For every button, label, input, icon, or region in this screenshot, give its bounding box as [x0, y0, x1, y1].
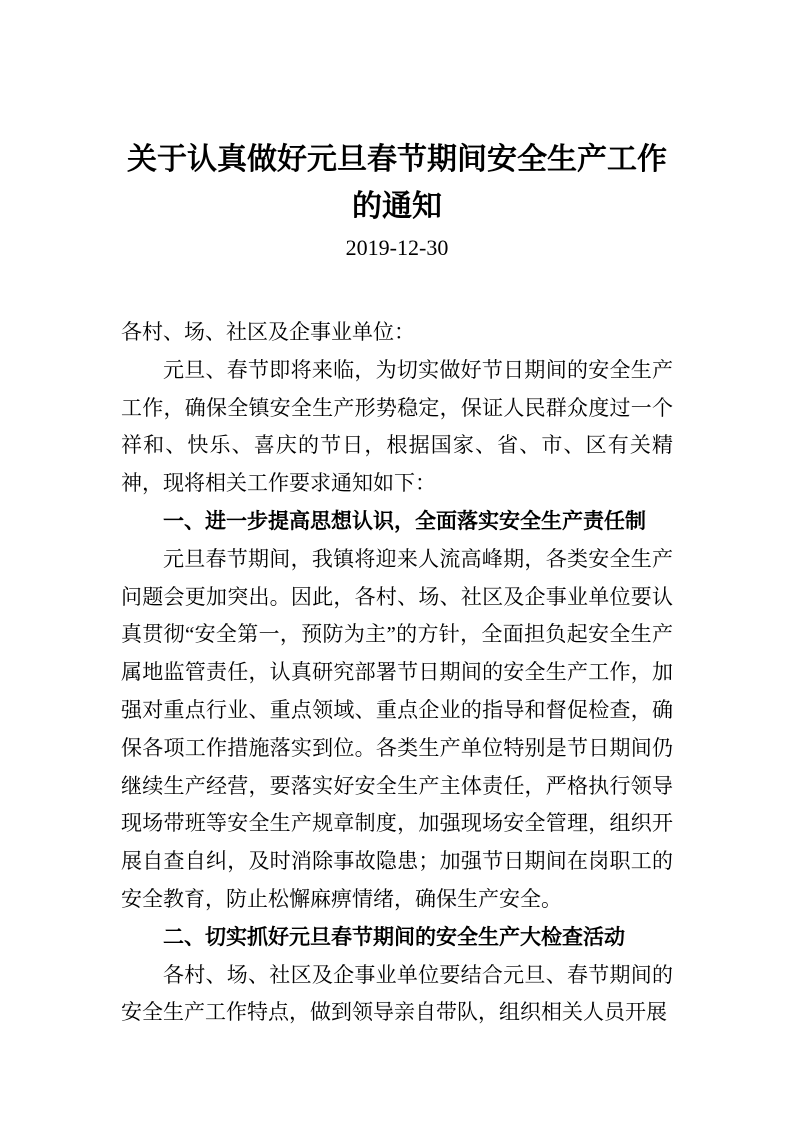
paragraph-section-1: 元旦春节期间，我镇将迎来人流高峰期，各类安全生产问题会更加突出。因此，各村、场、社区及企事业单位要认真贯彻“安全第一，预防为主”的方针，全面担负起安全生产属地监管责任，认真研究部署节日期间的安全生产工作，加强对重点行业、重点领域、重点企业的指导和督促检查，确保各项工作措施落实到位。各类生产单位特别是节日期间仍继续生产经营，要落实好安全生产主体责任，严格执行领导现场带班等安全生产规章制度，加强现场安全管理，组织开展自查自纠，及时消除事故隐患；加强节日期间在岗职工的安全教育，防止松懈麻痹情绪，确保生产安全。	[121, 546, 673, 911]
section-heading-2: 二、切实抓好元旦春节期间的安全生产大检查活动	[163, 925, 625, 949]
document-date: 2019-12-30	[345, 235, 449, 260]
paragraph-intro: 元旦、春节即将来临，为切实做好节日期间的安全生产工作，确保全镇安全生产形势稳定，保证人民群众度过一个祥和、快乐、喜庆的节日，根据国家、省、市、区有关精神，现将相关工作要求通知如下：	[121, 357, 673, 496]
document-title: 关于认真做好元旦春节期间安全生产工作的通知	[127, 143, 667, 223]
salutation-line: 各村、场、社区及企事业单位：	[121, 320, 415, 344]
paragraph-section-2: 各村、场、社区及企事业单位要结合元旦、春节期间的安全生产工作特点，做到领导亲自带队，组织相关人员开展	[121, 962, 673, 1025]
section-heading-1: 一、进一步提高思想认识，全面落实安全生产责任制	[163, 509, 646, 533]
document-body	[121, 314, 673, 1032]
